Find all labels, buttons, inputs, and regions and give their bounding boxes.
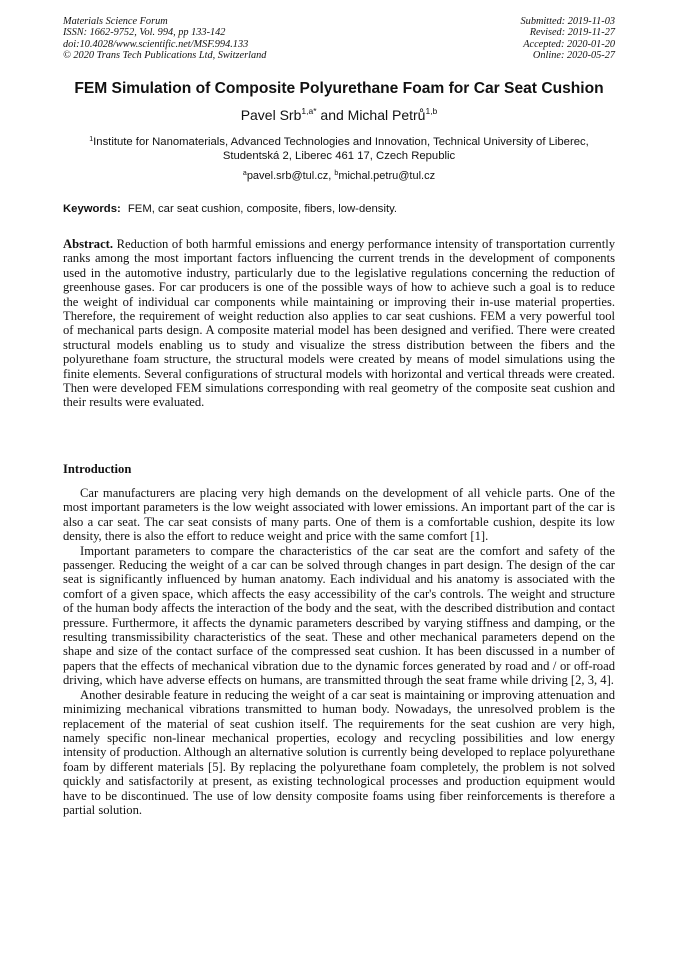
journal-info — [63, 16, 266, 62]
abstract-text: Reduction of both harmful emissions and energy performance intensity of transportation currently ranks among the most important factors influencing the current trends in the development of components used in the automotive industry, particularly due to the legislative regulations concerning the reduction of greenhouse gases. For car producers is one of the possible ways of how to achieve such a goal is to reduce the weight of individual car components while maintaining or improving their in-use material properties. Therefore, the requirement of weight reduction also applies to car seat cushions. FEM a very powerful tool of mechanical parts design. A composite material model has been designed and verified. There were created structural models enabling us to study and visualize the stress distribution between the fibers and the polyurethane foam structure, the structural models were created by means of model simulations using the finite elements. Several configurations of structural models with horizontal and vertical threads were created. Then were developed FEM simulations corresponding with real geometry of the composite seat cushion and their results were evaluated. — [63, 237, 615, 410]
author-affiliation-mark: 1,a* — [301, 106, 317, 116]
author-affiliation-mark: 1,b — [425, 106, 438, 116]
keywords-text: FEM, car seat cushion, composite, fibers, low-density. — [127, 203, 398, 215]
submitted-date: Submitted: 2019-11-03 — [520, 16, 615, 27]
author-name: Pavel Srb — [240, 107, 302, 123]
email-mark: b — [334, 170, 339, 177]
paper-title: FEM Simulation of Composite Polyurethane Foam for Car Seat Cushion — [74, 80, 604, 97]
paragraph: Car manufacturers are placing very high demands on the development of all vehicle parts. One of the most important parameters is the low weight associated with lower emissions. An important part of the car is also a car seat. The car seat consists of many parts. One of them is a comfortable cushion, despite its low density, there is also the effort to reduce weight and price with the same comfort [1]. — [63, 486, 615, 544]
author-name: Michal Petrů — [347, 107, 426, 123]
email-mark: a — [242, 170, 247, 177]
journal-name: Materials Science Forum — [63, 16, 168, 27]
author-emails — [40, 170, 638, 182]
affiliation — [70, 133, 608, 163]
keywords — [63, 203, 615, 215]
introduction-body — [63, 486, 615, 817]
doi: doi:10.4028/www.scientific.net/MSF.994.133 — [63, 38, 249, 50]
affiliation-mark: 1 — [89, 136, 94, 143]
issn-volume-pages: ISSN: 1662-9752, Vol. 994, pp 133-142 — [63, 27, 226, 39]
paragraph: Another desirable feature in reducing the weight of a car seat is maintaining or improving attenuation and minimizing mechanical vibrations transmitted to human body. Nowadays, the unresolved problem is the replacement of the material of seat cushion itself. The requirements for the seat cushion are very high, namely specific non-linear mechanical properties, ecology and recycling possibilities and low energy intensity of production. Although an alternative solution is currently being developed to replace polyurethane foam by different materials [5]. By replacing the polyurethane foam completely, the problem is not solved quickly and satisfactorily at present, as existing technological processes and production equipment would have to be discontinued. The use of low density composite foams using fiber reinforcements is therefore a partial solution. — [63, 687, 615, 817]
affiliation-text: Institute for Nanomaterials, Advanced Technologies and Innovation, Technical University of Liberec, Studentská 2, Liberec 461 17, Czech Republic — [93, 136, 589, 162]
publication-dates — [521, 16, 615, 62]
abstract-label: Abstract. — [63, 237, 114, 251]
section-heading: Introduction — [63, 462, 132, 476]
email-separator: , — [328, 170, 335, 182]
online-date: Online: 2020-05-27 — [532, 50, 615, 62]
keywords-label: Keywords: — [63, 203, 121, 215]
author-conjunction: and — [316, 107, 348, 123]
abstract — [63, 237, 615, 410]
revised-date: Revised: 2019-11-27 — [529, 27, 615, 39]
copyright: © 2020 Trans Tech Publications Ltd, Switzerland — [63, 50, 267, 62]
accepted-date: Accepted: 2020-01-20 — [523, 38, 615, 50]
paragraph: Important parameters to compare the characteristics of the car seat are the comfort and safety of the passenger. Reducing the weight of a car can be solved through changes in part design. The design of the car seat is significantly influenced by human anatomy. Each individual and his anatomy is associated with the comfort of a given space, which affects the easy accessibility of the car's controls. The weight and structure of the human body affects the interaction of the body and the seat, with the described distribution and contact pressure. Furthermore, it affects the dynamic parameters described by varying stiffness and damping, or the resulting transmissibility characteristics of the seat. These and other mechanical parameters depend on the shape and size of the contact surface of the compressed seat cushion. It has been discussed in a number of papers that the effects of mechanical vibration due to the dynamic forces generated by road and / or off-road driving, which have adverse effects on humans, are transmitted through the seat frame while driving [2, 3, 4]. — [63, 543, 615, 688]
author-email[interactable]: michal.petru@tul.cz — [338, 170, 436, 182]
author-email[interactable]: pavel.srb@tul.cz — [246, 170, 329, 182]
author-list — [40, 106, 638, 123]
